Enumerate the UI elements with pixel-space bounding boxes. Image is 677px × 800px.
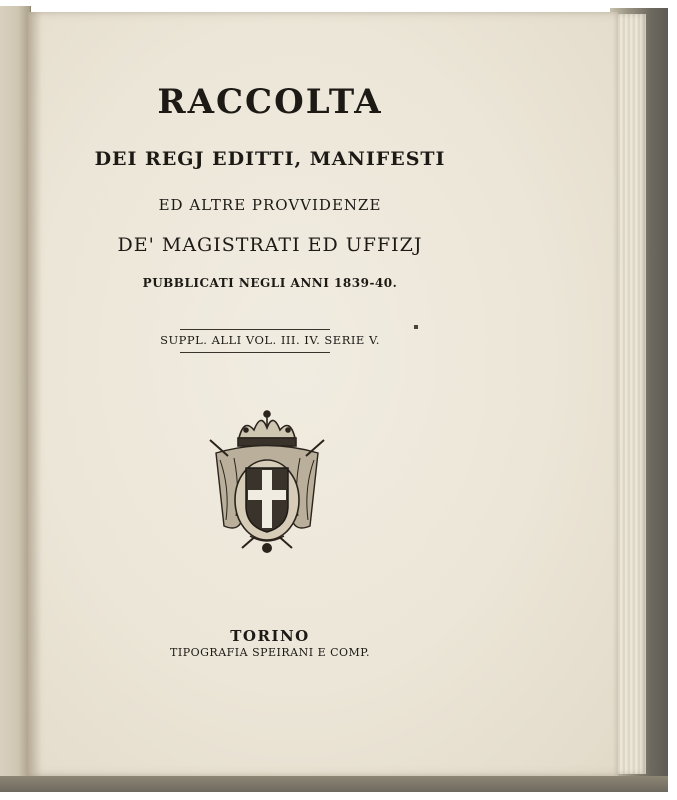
subtitle-line-4: PUBBLICATI NEGLI ANNI 1839-40. [142,276,398,290]
printer: TIPOGRAFIA SPEIRANI E COMP. [170,646,370,659]
savoy-coat-of-arms-icon [206,408,328,568]
subtitle-line-2: ED ALTRE PROVVIDENZE [158,196,382,214]
paper-speck [414,325,418,329]
subtitle-line-3: DE' MAGISTRATI ED UFFIZJ [117,234,423,256]
rule-bottom [180,352,330,353]
supplement-line: SUPPL. ALLI VOL. III. IV. SERIE V. [160,333,380,347]
title-page [28,12,618,776]
bottom-cover [0,776,668,792]
rule-top [180,329,330,330]
left-cover [0,6,31,790]
page-gutter [28,12,42,776]
city: TORINO [230,627,310,645]
title: RACCOLTA [157,82,383,122]
subtitle-line-1: DEI REGJ EDITTI, MANIFESTI [94,148,446,170]
